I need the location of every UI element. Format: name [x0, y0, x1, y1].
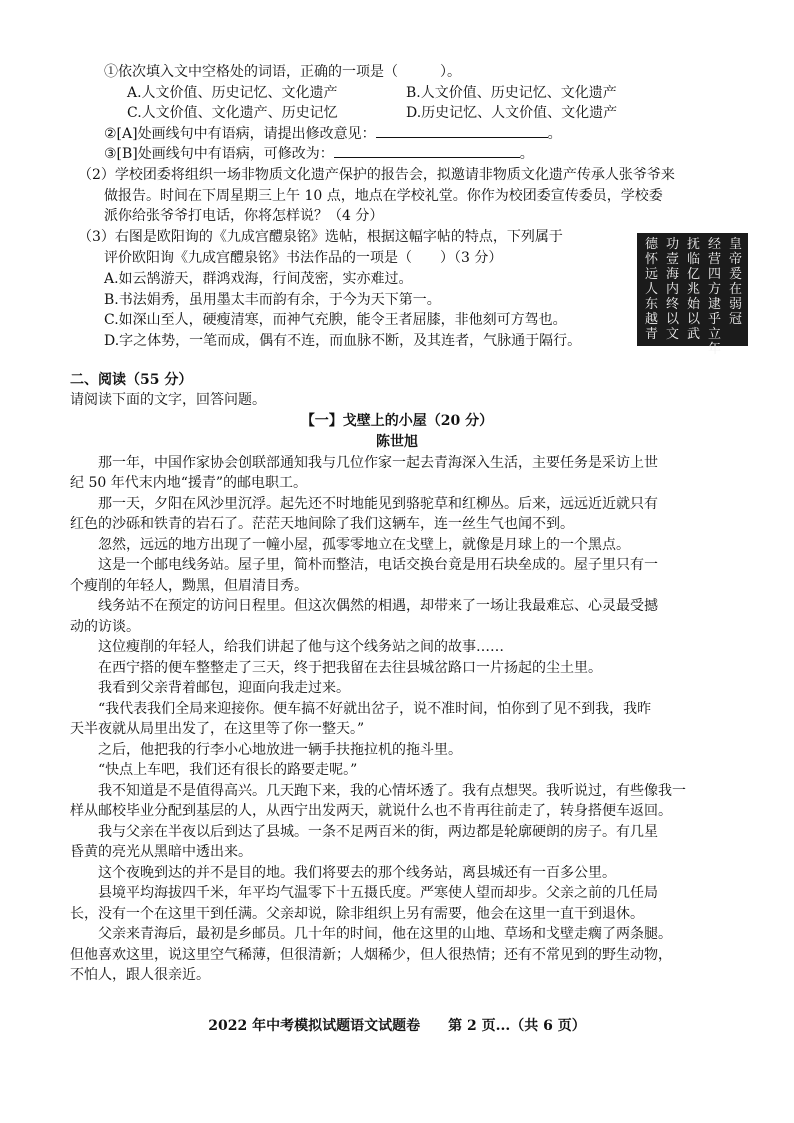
calligraphy-column: 经营四方逮乎立年 [707, 237, 721, 357]
passage-line: 在西宁搭的便车整整走了三天，终于把我留在去往县城岔路口一片扬起的尘土里。 [70, 660, 602, 676]
calligraphy-column: 抚临亿兆始以武 [686, 237, 700, 342]
passage-line: 这位瘦削的年轻人，给我们讲起了他与这个线务站之间的故事…… [70, 639, 504, 655]
passage-line: “快点上车吧，我们还有很长的路要走呢。” [70, 762, 358, 778]
passage-line: 个瘦削的年轻人，黝黑，但眉清目秀。 [70, 578, 308, 594]
passage-line: 样从邮校毕业分配到基层的人，从西宁出发两天，就说什么也不肯再往前走了，转身搭便车返回。 [70, 803, 672, 819]
answer-blank[interactable] [334, 144, 520, 158]
q1-option-c: C.人文价值、文化遗产、历史记忆 [127, 105, 338, 121]
q3-option-a: A.如云鹄游天，群鸿戏海，行间茂密，实亦难过。 [104, 271, 413, 287]
passage-author: 陈世旭 [376, 434, 418, 450]
q1-sub2-text: ②[A]处画线句中有语病，请提出修改意见： [104, 126, 376, 142]
passage-line: 我与父亲在半夜以后到达了县城。一条不足两百米的街，两边都是轮廓硬朗的房子。有几星 [70, 824, 658, 840]
q1-option-b: B.人文价值、历史记忆、文化遗产 [406, 85, 617, 101]
passage-line: 我看到父亲背着邮包，迎面向我走过来。 [70, 680, 350, 696]
q3-line1: （3）右图是欧阳询的《九成宫醴泉铭》选帖，根据这幅字帖的特点，下列属于 [78, 229, 563, 245]
passage-line: 天半夜就从局里出发了，在这里等了你一整天。” [70, 721, 365, 737]
q2-line2: 做报告。时间在下周星期三上午 10 点，地点在学校礼堂。你作为校团委宣传委员，学校委 [104, 188, 663, 204]
passage-line: 昏黄的亮光从黑暗中透出来。 [70, 844, 252, 860]
q3-option-b: B.书法娟秀，虽用墨太丰而韵有余，于今为天下第一。 [104, 292, 441, 308]
q1-stem: ①依次填入文中空格处的词语，正确的一项是（ ）。 [104, 64, 461, 80]
calligraphy-column: 皇帝爰在弱冠 [728, 237, 742, 327]
passage-line: 长，没有一个在这里干到任满。父亲却说，除非组织上另有需要，他会在这里一直干到退休。 [70, 906, 644, 922]
section-heading: 二、阅读（55 分） [70, 372, 193, 388]
calligraphy-column: 功壹海内终以文 [665, 237, 679, 342]
page-footer: 2022 年中考模拟试题语文试题卷 第 2 页...（共 6 页） [208, 1018, 586, 1034]
q1-sub2: ②[A]处画线句中有语病，请提出修改意见： 。 [104, 126, 562, 142]
q3-line2: 评价欧阳询《九成宫醴泉铭》书法作品的一项是（ ）（3 分） [104, 250, 503, 266]
passage-line: 但他喜欢这里，说这里空气稀薄，但很清新；人烟稀少，但人很热情；还有不常见到的野生动物， [70, 947, 672, 963]
passage-line: 父亲来青海后，最初是乡邮员。几十年的时间，他在这里的山地、草场和戈壁走瘸了两条腿。 [70, 926, 672, 942]
passage-line: 县境平均海拔四千米，年平均气温零下十五摄氏度。严寒使人望而却步。父亲之前的几任局 [70, 885, 658, 901]
passage-line: 线务站不在预定的访问日程里。但这次偶然的相遇，却带来了一场让我最难忘、心灵最受撼 [70, 598, 658, 614]
passage-title: 【一】戈壁上的小屋（20 分） [300, 413, 494, 429]
answer-blank[interactable] [376, 124, 548, 138]
passage-line: 纪 50 年代末内地“援青”的邮电职工。 [70, 475, 308, 491]
passage-line: 那一年，中国作家协会创联部通知我与几位作家一起去青海深入生活，主要任务是采访上世 [70, 455, 658, 471]
calligraphy-image [637, 233, 748, 357]
passage-line: 红色的沙砾和铁青的岩石了。茫茫天地间除了我们这辆车，连一丝生气也闻不到。 [70, 516, 574, 532]
q1-sub3-text: ③[B]处画线句中有语病，可修改为： [104, 146, 334, 162]
q1-option-d: D.历史记忆、人文价值、文化遗产 [406, 105, 618, 121]
passage-line: 那一天，夕阳在风沙里沉浮。起先还不时地能见到骆驼草和红柳丛。后来，远远近近就只有 [70, 496, 658, 512]
q3-option-d: D.字之体势，一笔而成，偶有不连，而血脉不断，及其连者，气脉通于隔行。 [104, 333, 582, 349]
calligraphy-column: 德怀远人东越青 [644, 237, 658, 342]
q3-option-c: C.如深山至人，硬瘦清寒，而神气充腴，能令王者屈膝，非他刻可方驾也。 [104, 312, 567, 328]
q2-line3: 派你给张爷爷打电话，你将怎样说？（4 分） [104, 208, 384, 224]
passage-line: 之后，他把我的行李小心地放进一辆手扶拖拉机的拖斗里。 [70, 742, 462, 758]
q1-sub3: ③[B]处画线句中有语病，可修改为： 。 [104, 146, 534, 162]
passage-line: 这个夜晚到达的并不是目的地。我们将要去的那个线务站，离县城还有一百多公里。 [70, 865, 616, 881]
passage-line: 这是一个邮电线务站。屋子里，简朴而整洁，电话交换台竟是用石块垒成的。屋子里只有一 [70, 557, 658, 573]
passage-line: 动的访谈。 [70, 619, 140, 635]
q2-line1: （2）学校团委将组织一场非物质文化遗产保护的报告会，拟邀请非物质文化遗产传承人张爷爷来 [78, 167, 675, 183]
passage-line: 忽然，远远的地方出现了一幢小屋，孤零零地立在戈壁上，就像是月球上的一个黑点。 [70, 537, 630, 553]
q1-option-a: A.人文价值、历史记忆、文化遗产 [127, 85, 338, 101]
section-instruction: 请阅读下面的文字，回答问题。 [70, 392, 266, 408]
passage-line: “我代表我们全局来迎接你。便车搞不好就出岔子，说不准时间，怕你到了见不到我，我昨 [70, 701, 652, 717]
passage-line: 我不知道是不是值得高兴。几天跑下来，我的心情坏透了。我有点想哭。我听说过，有些像我一 [70, 783, 686, 799]
passage-line: 不怕人，跟人很亲近。 [70, 967, 210, 983]
